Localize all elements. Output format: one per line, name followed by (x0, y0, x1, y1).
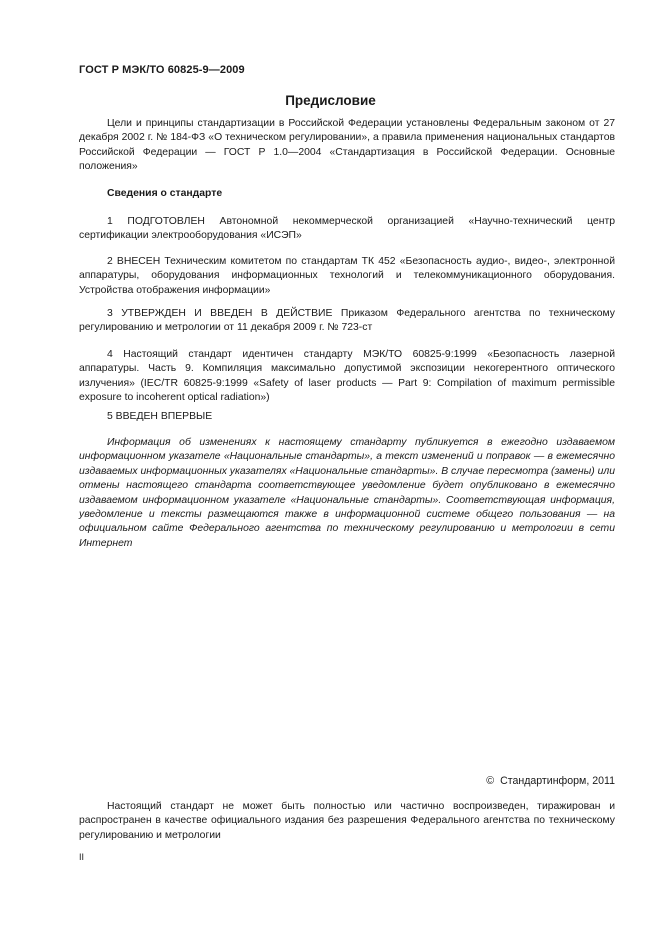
intro-paragraph: Цели и принципы стандартизации в Российской Федерации установлены Федеральным законом от 27 декабря 2002 г. № 184-ФЗ «О техническом регулировании», а правила применения национальных стандартов Российской Федерации — ГОСТ Р 1.0—2004 «Стандартизация в Российской Федерации. Основные положения» (79, 118, 615, 173)
item-3: 3 УТВЕРЖДЕН И ВВЕДЕН В ДЕЙСТВИЕ Приказом Федерального агентства по техническому регулированию и метрологии от 11 декабря 2009 г. № 723-ст (79, 308, 615, 334)
reproduction-notice: Настоящий стандарт не может быть полностью или частично воспроизведен, тиражирован и распространен в качестве официального издания без разрешения Федерального агентства по техническому регулированию и метрологии (79, 801, 615, 841)
page-title: Предисловие (285, 93, 376, 108)
item-4: 4 Настоящий стандарт идентичен стандарту МЭК/ТО 60825-9:1999 «Безопасность лазерной аппаратуры. Часть 9. Компиляция максимально допустимой экспозиции некогерентного оптического излучения» (IEC/TR 60825-9:1999 «Safety of laser products — Part 9: Compilation of maximum permissible exposure to incoherent optical radiation») (79, 349, 615, 404)
item-1: 1 ПОДГОТОВЛЕН Автономной некоммерческой организацией «Научно-технический центр сертификации электрооборудования «ИСЭП» (79, 216, 615, 242)
copyright (486, 775, 615, 787)
copyright-symbol: © (486, 775, 495, 787)
page-number: II (79, 852, 85, 862)
item-2: 2 ВНЕСЕН Техническим комитетом по стандартам ТК 452 «Безопасность аудио-, видео-, электронной аппаратуры, оборудования информационных технологий и телекоммуникационного оборудования. Устройства отображения информации» (79, 256, 615, 296)
copyright-text: Стандартинформ, 2011 (500, 775, 615, 787)
item-5: 5 ВВЕДЕН ВПЕРВЫЕ (107, 411, 213, 422)
section-heading: Сведения о стандарте (107, 188, 223, 199)
info-notice: Информация об изменениях к настоящему стандарту публикуется в ежегодно издаваемом информационном указателе «Национальные стандарты», а текст изменений и поправок — в ежемесячно издаваемых информационных указателях «Национальные стандарты». В случае пересмотра (замены) или отмены настоящего стандарта соответствующее уведомление будет опубликовано в ежемесячно издаваемом информационном указателе «Национальные стандарты». Соответствующая информация, уведомление и тексты размещаются также в информационной системе общего пользования — на официальном сайте Федерального агентства по техническому регулированию и метрологии в сети Интернет (79, 437, 615, 549)
document-code: ГОСТ Р МЭК/ТО 60825-9—2009 (79, 64, 245, 76)
